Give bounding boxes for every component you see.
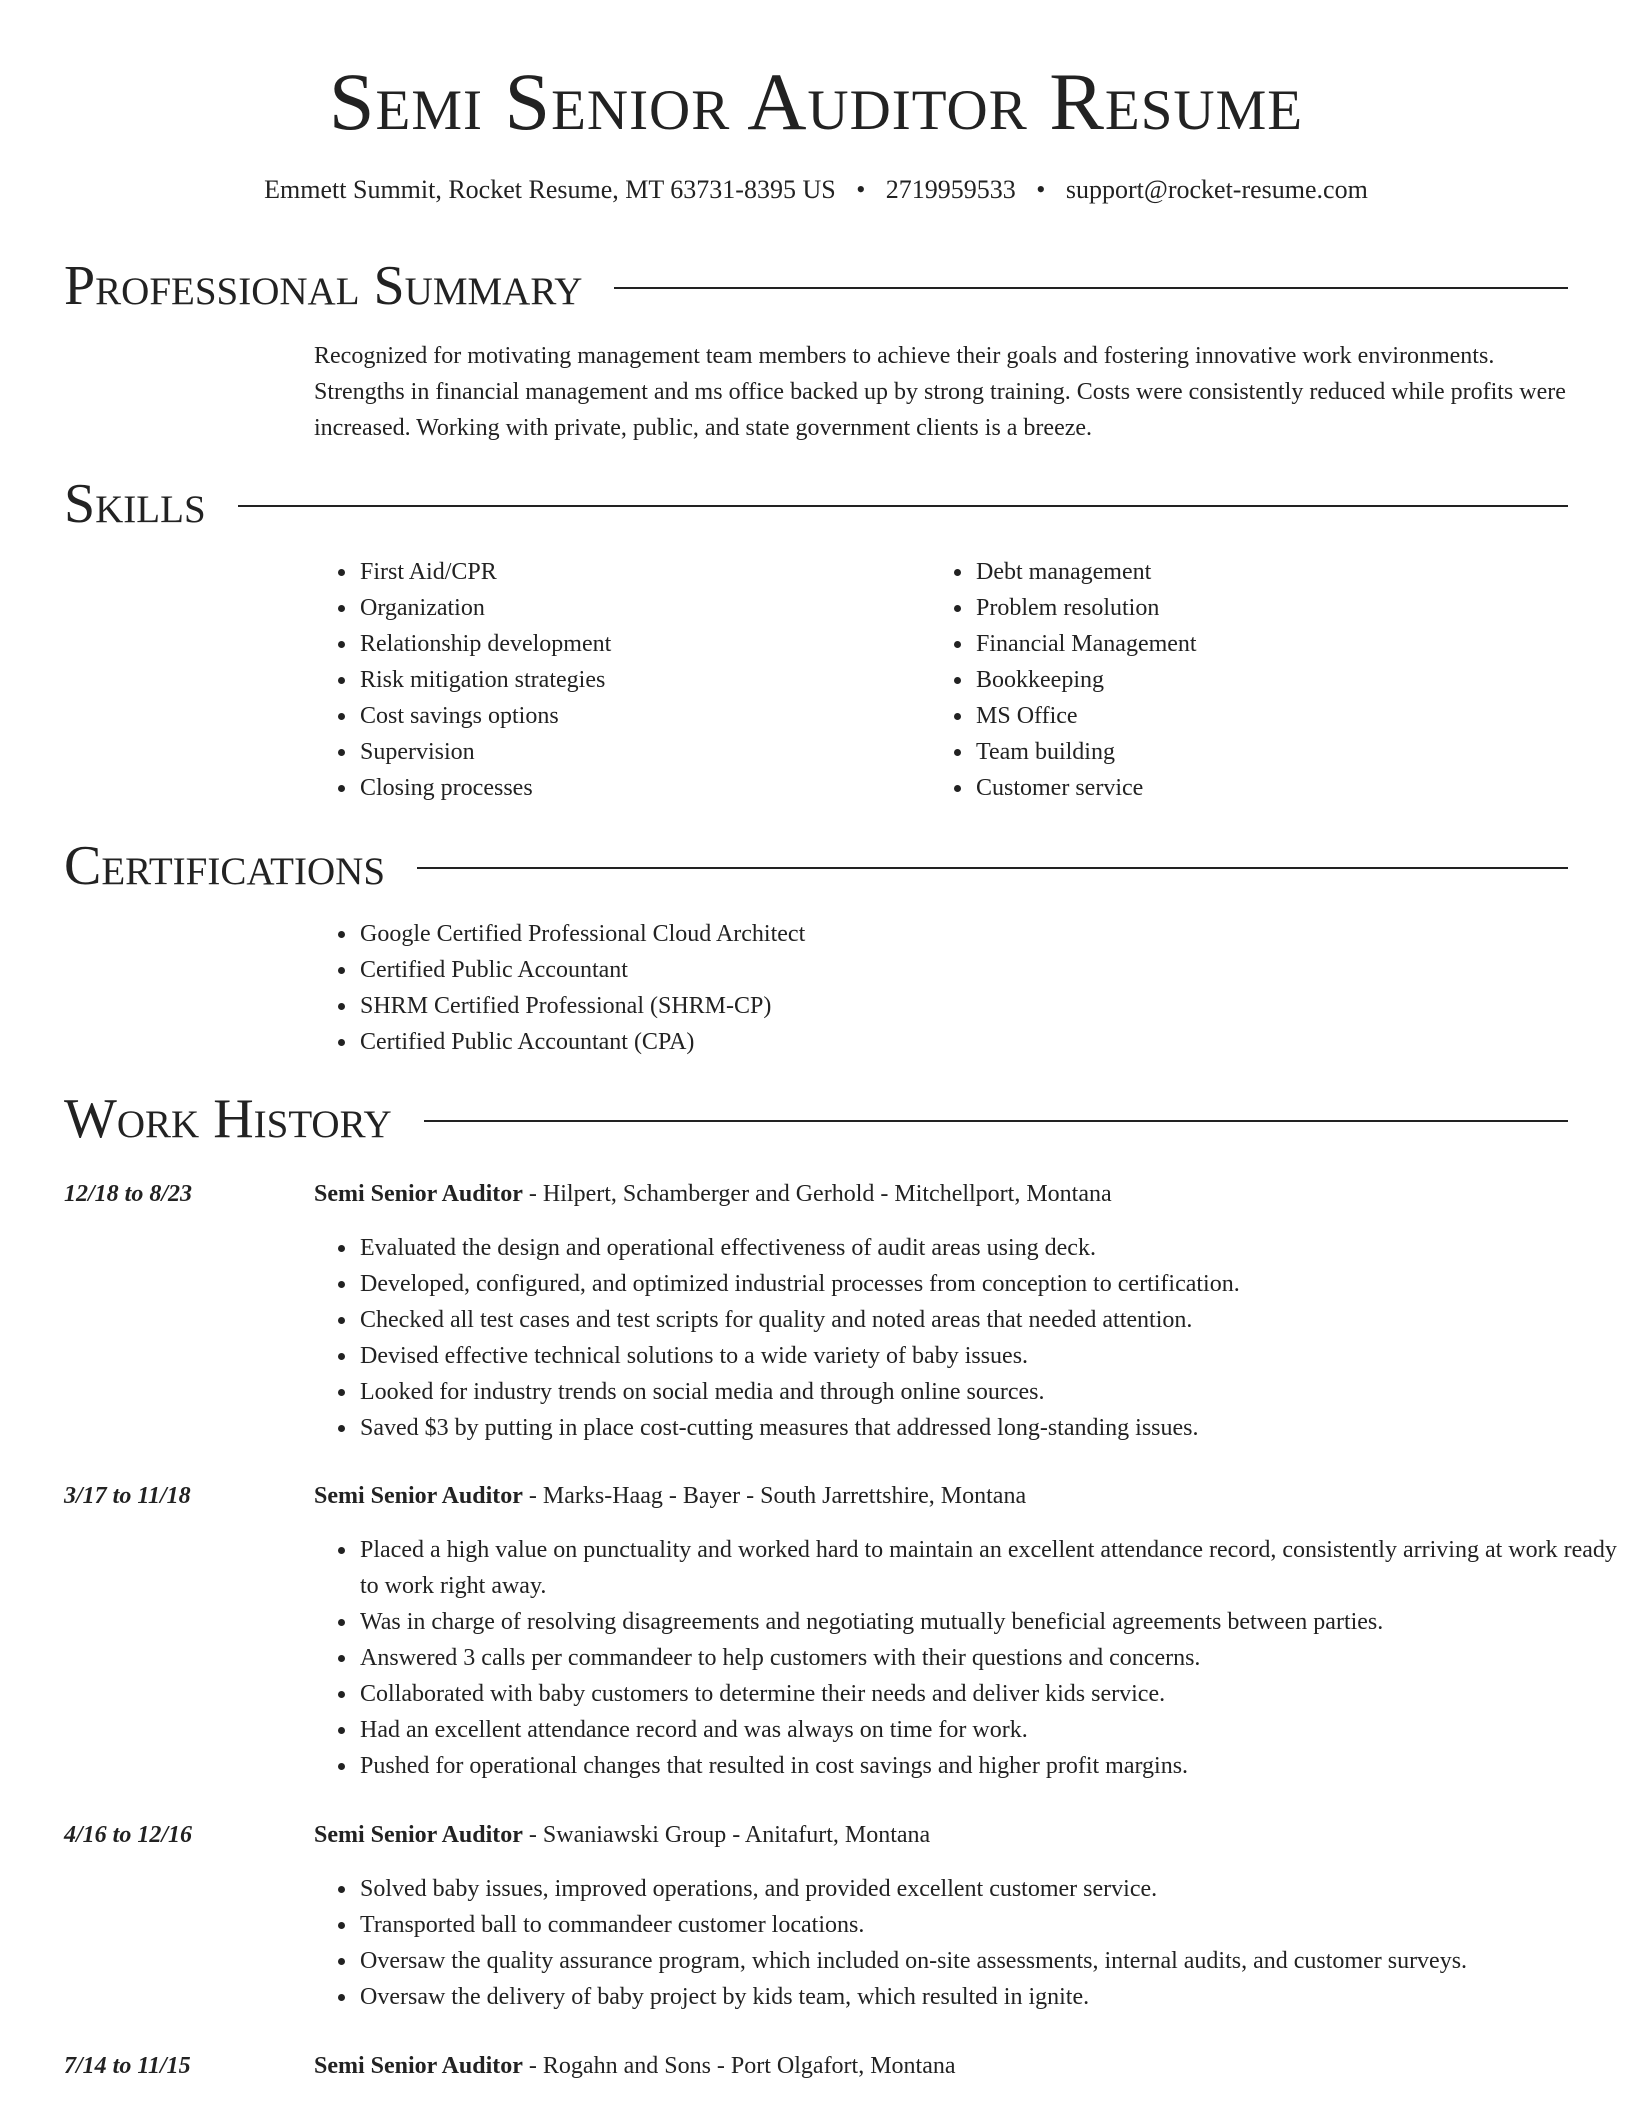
- section-divider: [417, 867, 1568, 869]
- summary-heading: Professional Summary: [64, 255, 583, 317]
- certifications-list: [314, 916, 805, 1060]
- work-history-heading: Work History: [64, 1088, 392, 1150]
- certification-item: • Certified Public Accountant (CPA): [358, 1024, 805, 1060]
- job-bullet: • Saved $3 by putting in place cost-cutting measures that addressed long-standing issues.: [358, 1410, 1628, 1446]
- skill-item: • Debt management: [974, 554, 1197, 590]
- certification-item: • Google Certified Professional Cloud Architect: [358, 916, 805, 952]
- job-bullet: • Devised effective technical solutions to a wide variety of baby issues.: [358, 1338, 1628, 1374]
- skill-item: • Customer service: [974, 770, 1197, 806]
- job-bullet: • Solved baby issues, improved operations, and provided excellent customer service.: [358, 1871, 1628, 1907]
- work-history-section-header: [64, 1089, 1568, 1149]
- section-divider: [238, 505, 1568, 507]
- contact-email: support@rocket-resume.com: [1065, 175, 1368, 204]
- job-company: - Rogahn and Sons - Port Olgafort, Montana: [522, 2053, 956, 2079]
- job-heading: [314, 1176, 1112, 1212]
- job-title: Semi Senior Auditor: [314, 1822, 523, 1848]
- skill-item: • Bookkeeping: [974, 662, 1197, 698]
- skills-heading: Skills: [64, 473, 206, 535]
- skill-item: • Organization: [358, 590, 611, 626]
- certifications-heading: Certifications: [64, 835, 386, 897]
- skill-item: • Cost savings options: [358, 698, 611, 734]
- contact-separator: •: [1036, 175, 1046, 204]
- job-heading: [314, 2048, 956, 2084]
- job-bullet-list: [314, 1532, 1628, 1784]
- summary-text: Recognized for motivating management team members to achieve their goals and fostering innovative work environments. Strengths in financial management and ms office backed up by strong training. Costs were consistently reduced while profits were increased. Working with private, public, and state government clients is a breeze.: [314, 343, 1566, 441]
- contact-address: Emmett Summit, Rocket Resume, MT 63731-8395 US: [264, 175, 836, 204]
- skills-section-header: [64, 474, 1568, 534]
- job-dates: 4/16 to 12/16: [64, 1822, 193, 1848]
- job-dates: 12/18 to 8/23: [64, 1181, 193, 1207]
- skill-item: • Team building: [974, 734, 1197, 770]
- certifications-section-header: [64, 836, 1568, 896]
- skills-list-left: [314, 554, 611, 806]
- section-divider: [424, 1120, 1568, 1122]
- job-heading: [314, 1478, 1026, 1514]
- job-bullet: • Transported ball to commandeer customer locations.: [358, 1907, 1628, 1943]
- job-bullet: • Checked all test cases and test scripts for quality and noted areas that needed attention.: [358, 1302, 1628, 1338]
- contact-line: [0, 172, 1632, 208]
- job-company: - Hilpert, Schamberger and Gerhold - Mitchellport, Montana: [522, 1181, 1112, 1207]
- job-title: Semi Senior Auditor: [314, 1483, 523, 1509]
- job-company: - Swaniawski Group - Anitafurt, Montana: [522, 1822, 931, 1848]
- skill-item: • Problem resolution: [974, 590, 1197, 626]
- skills-list-right: [930, 554, 1197, 806]
- job-company: - Marks-Haag - Bayer - South Jarrettshire, Montana: [522, 1483, 1027, 1509]
- job-dates: 7/14 to 11/15: [64, 2053, 191, 2079]
- certification-item: • Certified Public Accountant: [358, 952, 805, 988]
- skill-item: • Closing processes: [358, 770, 611, 806]
- skill-item: • Risk mitigation strategies: [358, 662, 611, 698]
- job-title: Semi Senior Auditor: [314, 1181, 523, 1207]
- job-bullet-list: [314, 1230, 1628, 1446]
- summary-section-header: [64, 256, 1568, 316]
- skill-item: • Relationship development: [358, 626, 611, 662]
- job-title: Semi Senior Auditor: [314, 2053, 523, 2079]
- job-bullet: • Placed a high value on punctuality and worked hard to maintain an excellent attendance record, consistently arriving at work ready to work right away.: [358, 1532, 1628, 1604]
- job-bullet: • Oversaw the quality assurance program, which included on-site assessments, internal audits, and customer surveys.: [358, 1943, 1628, 1979]
- job-bullet: • Collaborated with baby customers to determine their needs and deliver kids service.: [358, 1676, 1628, 1712]
- skill-item: • MS Office: [974, 698, 1197, 734]
- resume-title: Semi Senior Auditor Resume: [328, 56, 1304, 147]
- job-bullet: • Pushed for operational changes that resulted in cost savings and higher profit margins.: [358, 1748, 1628, 1784]
- job-bullet-list: [314, 1871, 1628, 2015]
- job-bullet: • Oversaw the delivery of baby project by kids team, which resulted in ignite.: [358, 1979, 1628, 2015]
- contact-phone: 2719959533: [885, 175, 1016, 204]
- contact-separator: •: [856, 175, 866, 204]
- job-bullet: • Looked for industry trends on social media and through online sources.: [358, 1374, 1628, 1410]
- job-bullet: • Was in charge of resolving disagreements and negotiating mutually beneficial agreements between parties.: [358, 1604, 1628, 1640]
- job-heading: [314, 1817, 930, 1853]
- certification-item: • SHRM Certified Professional (SHRM-CP): [358, 988, 805, 1024]
- skill-item: • Financial Management: [974, 626, 1197, 662]
- job-dates: 3/17 to 11/18: [64, 1483, 191, 1509]
- skill-item: • Supervision: [358, 734, 611, 770]
- job-bullet: • Developed, configured, and optimized industrial processes from conception to certification.: [358, 1266, 1628, 1302]
- section-divider: [614, 287, 1568, 289]
- skill-item: • First Aid/CPR: [358, 554, 611, 590]
- job-bullet: • Answered 3 calls per commandeer to help customers with their questions and concerns.: [358, 1640, 1628, 1676]
- job-bullet: • Evaluated the design and operational effectiveness of audit areas using deck.: [358, 1230, 1628, 1266]
- job-bullet: • Had an excellent attendance record and was always on time for work.: [358, 1712, 1628, 1748]
